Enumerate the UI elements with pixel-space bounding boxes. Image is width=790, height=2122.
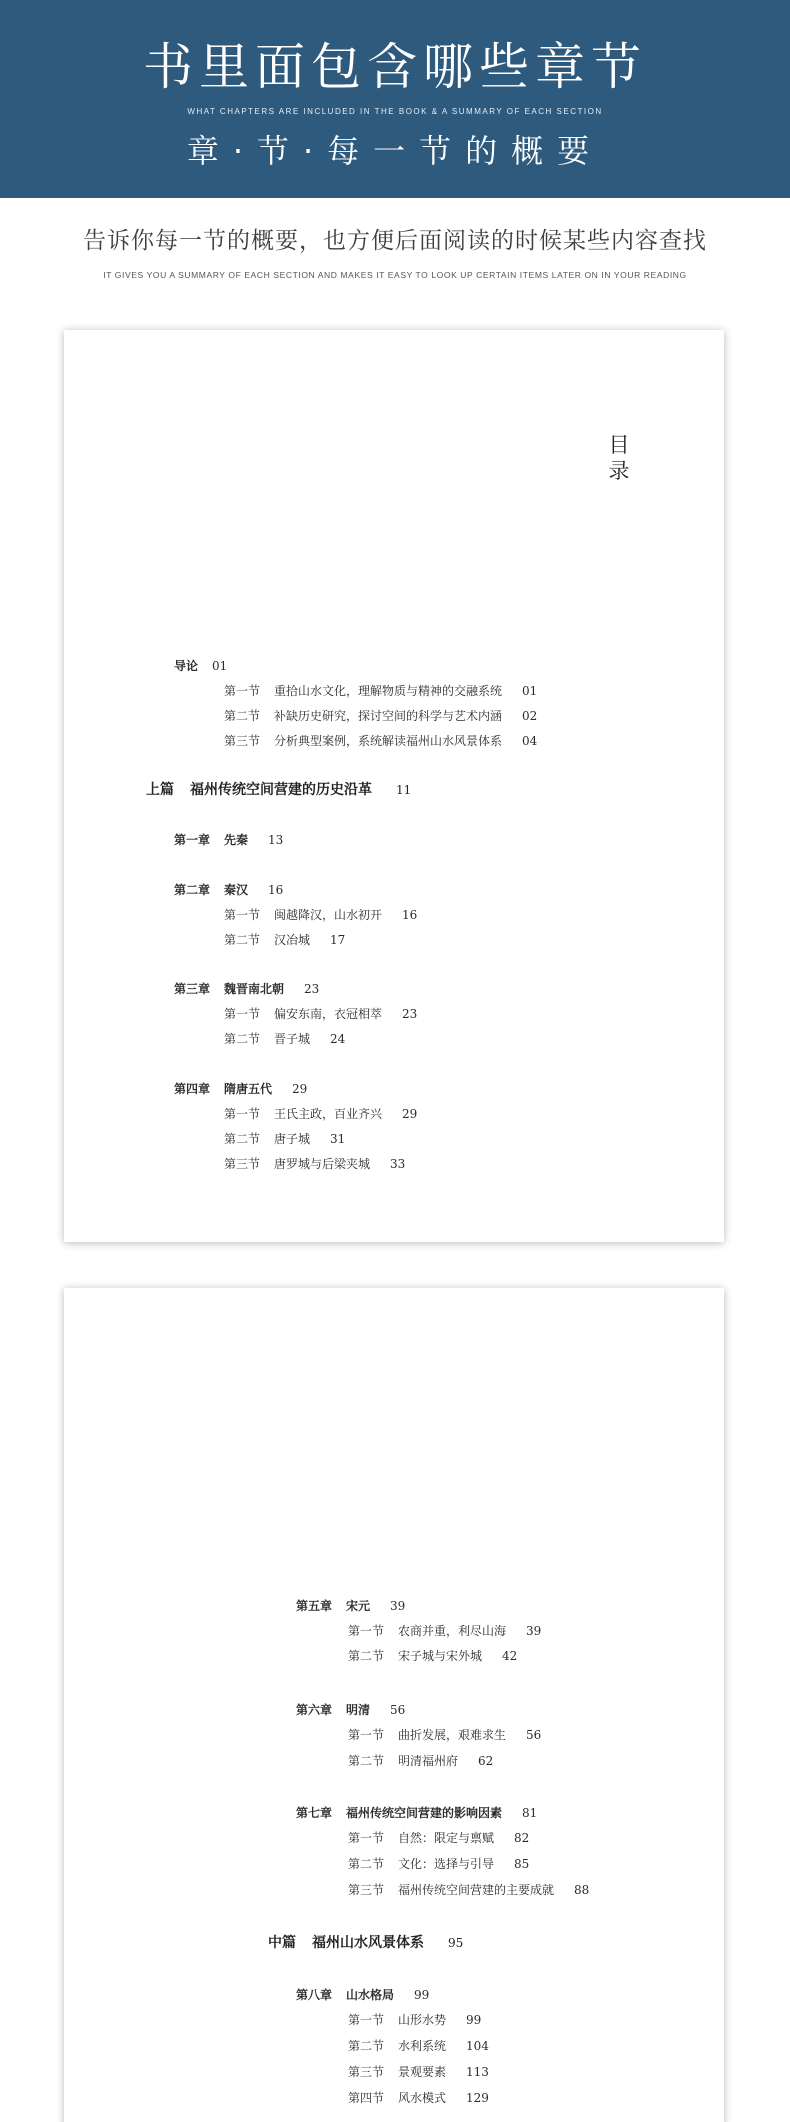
- toc-entry-title: 晋子城: [274, 1032, 311, 1046]
- toc-entry-label: 第二节: [348, 1857, 385, 1871]
- toc-entry-title: 分析典型案例，系统解读福州山水风景体系: [274, 734, 503, 748]
- toc-entry-page: 29: [292, 1082, 308, 1096]
- toc-entry-section: [348, 1727, 541, 1743]
- toc-entry-title: 魏晋南北朝: [224, 982, 285, 996]
- toc-entry-chapter: [174, 1081, 307, 1097]
- toc-entry-section: [348, 1623, 541, 1639]
- toc-heading: [604, 432, 634, 484]
- toc-entry-page: 29: [402, 1107, 418, 1121]
- toc-entry-section: [348, 2012, 481, 2028]
- toc-entry-chapter: [174, 832, 283, 848]
- toc-entry-page: 33: [390, 1157, 406, 1171]
- toc-entry-title: 明清: [346, 1703, 371, 1717]
- toc-entry-label: 第一节: [224, 1007, 261, 1021]
- toc-entry-label: 第一节: [348, 1624, 385, 1638]
- toc-entry-page: 13: [268, 833, 284, 847]
- toc-entry-page: 23: [304, 982, 320, 996]
- toc-entry-label: 第二节: [224, 1032, 261, 1046]
- toc-entry-label: 第一节: [224, 684, 261, 698]
- toc-entry-label: 第二章: [174, 883, 211, 897]
- toc-entry-label: 第一节: [348, 2013, 385, 2027]
- toc-entry-page: 82: [514, 1831, 530, 1845]
- toc-entry-part: [146, 782, 411, 798]
- toc-entry-title: 宋元: [346, 1599, 371, 1613]
- toc-entry-page: 17: [330, 933, 346, 947]
- toc-entry-page: 113: [466, 2065, 489, 2079]
- toc-entry-page: 04: [522, 734, 538, 748]
- toc-entry-title: 福州传统空间营建的影响因素: [346, 1806, 503, 1820]
- toc-entry-page: 95: [448, 1936, 464, 1950]
- toc-entry-title: 明清福州府: [398, 1754, 459, 1768]
- toc-entry-section: [224, 932, 345, 948]
- toc-entry-title: 自然：限定与禀赋: [398, 1831, 495, 1845]
- toc-entry-label: 第一节: [348, 1831, 385, 1845]
- toc-entry-page: 23: [402, 1007, 418, 1021]
- toc-entry-page: 56: [390, 1703, 406, 1717]
- toc-entry-section: [348, 2090, 489, 2106]
- toc-entry-label: 第三章: [174, 982, 211, 996]
- toc-entry-page: 81: [522, 1806, 538, 1820]
- banner-title: 书里面包含哪些章节: [143, 38, 647, 96]
- toc-entry-label: 第四节: [348, 2091, 385, 2105]
- toc-entry-label: 第二节: [348, 2039, 385, 2053]
- toc-entry-page: 39: [390, 1599, 406, 1613]
- toc-entry-title: 山形水势: [398, 2013, 447, 2027]
- toc-entry-title: 文化：选择与引导: [398, 1857, 495, 1871]
- toc-entry-title: 宋子城与宋外城: [398, 1649, 483, 1663]
- toc-entry-label: 第六章: [296, 1703, 333, 1717]
- toc-entry-label: 第二节: [348, 1754, 385, 1768]
- banner-subtitle-en: WHAT CHAPTERS ARE INCLUDED IN THE BOOK & A SUMMARY OF EACH SECTION: [187, 107, 603, 116]
- toc-entry-title: 风水模式: [398, 2091, 447, 2105]
- toc-entry-chapter: [296, 1805, 537, 1821]
- toc-entry-label: 导论: [174, 659, 199, 673]
- toc-entry-page: 01: [212, 659, 228, 673]
- toc-entry-page: 11: [396, 783, 412, 797]
- toc-entry-label: 中篇: [268, 1935, 296, 1951]
- toc-entry-chapter: [296, 1987, 429, 2003]
- toc-entry-page: 129: [466, 2091, 489, 2105]
- toc-heading-char: 录: [608, 459, 630, 483]
- toc-entry-label: 第一节: [224, 1107, 261, 1121]
- toc-entry-page: 02: [522, 709, 538, 723]
- toc-entry-label: 第三节: [224, 734, 261, 748]
- toc-entry-section: [224, 1006, 417, 1022]
- toc-entry-title: 闽越降汉，山水初开: [274, 908, 383, 922]
- toc-entry-chapter: [174, 882, 283, 898]
- toc-entry-page: 104: [466, 2039, 489, 2053]
- toc-entry-label: 第五章: [296, 1599, 333, 1613]
- toc-entry-title: 福州传统空间营建的历史沿革: [190, 782, 372, 798]
- toc-entry-title: 王氏主政，百业齐兴: [274, 1107, 383, 1121]
- toc-entry-chapter: [174, 981, 319, 997]
- toc-entry-label: 第三节: [348, 1883, 385, 1897]
- toc-entry-title: 唐罗城与后梁夹城: [274, 1157, 371, 1171]
- toc-entry-title: 先秦: [224, 833, 249, 847]
- toc-entry-section: [348, 2064, 489, 2080]
- toc-entry-section: [348, 1882, 589, 1898]
- toc-entry-title: 农商并重，利尽山海: [398, 1624, 507, 1638]
- toc-entry-label: 第三节: [224, 1157, 261, 1171]
- toc-heading-char: 目: [608, 433, 630, 457]
- toc-entry-page: 62: [478, 1754, 494, 1768]
- toc-entry-title: 补缺历史研究，探讨空间的科学与艺术内涵: [274, 709, 503, 723]
- toc-entry-section: [348, 1648, 517, 1664]
- toc-entry-label: 第四章: [174, 1082, 211, 1096]
- toc-entry-label: 第七章: [296, 1806, 333, 1820]
- toc-entry-page: 16: [402, 908, 418, 922]
- toc-entry-section: [224, 1156, 405, 1172]
- toc-entry-label: 第一节: [224, 908, 261, 922]
- toc-entry-page: 16: [268, 883, 284, 897]
- toc-entry-page: 39: [526, 1624, 542, 1638]
- toc-entry-label: 第二节: [348, 1649, 385, 1663]
- toc-entry-part: [268, 1935, 463, 1951]
- toc-entry-section: [224, 1131, 345, 1147]
- toc-entry-introduction: [174, 658, 227, 674]
- toc-entry-label: 第三节: [348, 2065, 385, 2079]
- toc-entry-title: 曲折发展，艰难求生: [398, 1728, 507, 1742]
- toc-entry-page: 85: [514, 1857, 530, 1871]
- toc-entry-label: 第二节: [224, 709, 261, 723]
- toc-entry-label: 第一章: [174, 833, 211, 847]
- toc-entry-title: 隋唐五代: [224, 1082, 273, 1096]
- toc-entry-label: 第二节: [224, 1132, 261, 1146]
- toc-entry-section: [348, 1753, 493, 1769]
- toc-entry-title: 唐子城: [274, 1132, 311, 1146]
- toc-entry-label: 上篇: [146, 782, 174, 798]
- toc-entry-page: 01: [522, 684, 538, 698]
- toc-entry-section: [224, 733, 537, 749]
- banner-subtitle-cn: 章·节·每一节的概要: [186, 132, 604, 170]
- toc-entry-label: 第二节: [224, 933, 261, 947]
- toc-entry-page: 99: [414, 1988, 430, 2002]
- toc-entry-page: 88: [574, 1883, 590, 1897]
- toc-entry-title: 水利系统: [398, 2039, 447, 2053]
- toc-entry-page: 99: [466, 2013, 482, 2027]
- toc-entry-page: 56: [526, 1728, 542, 1742]
- intro-text-cn: 告诉你每一节的概要，也方便后面阅读的时候某些内容查找: [83, 228, 707, 254]
- toc-entry-section: [224, 1031, 345, 1047]
- toc-entry-title: 景观要素: [398, 2065, 447, 2079]
- toc-entry-section: [348, 1830, 529, 1846]
- toc-entry-title: 福州山水风景体系: [312, 1935, 424, 1951]
- toc-entry-page: 24: [330, 1032, 346, 1046]
- toc-entry-title: 秦汉: [224, 883, 249, 897]
- toc-entry-title: 重拾山水文化，理解物质与精神的交融系统: [274, 684, 503, 698]
- toc-entry-section: [348, 2038, 489, 2054]
- toc-entry-section: [348, 1856, 529, 1872]
- toc-entry-title: 福州传统空间营建的主要成就: [398, 1883, 555, 1897]
- toc-entry-section: [224, 683, 537, 699]
- toc-entry-label: 第八章: [296, 1988, 333, 2002]
- toc-entry-page: 42: [502, 1649, 518, 1663]
- toc-entry-section: [224, 1106, 417, 1122]
- toc-entry-section: [224, 907, 417, 923]
- intro-text-en: IT GIVES YOU A SUMMARY OF EACH SECTION AND MAKES IT EASY TO LOOK UP CERTAIN ITEMS LATER ON IN YOUR READING: [103, 270, 687, 280]
- toc-entry-chapter: [296, 1598, 405, 1614]
- toc-entry-title: 山水格局: [346, 1988, 395, 2002]
- toc-entry-title: 汉冶城: [274, 933, 311, 947]
- toc-entry-page: 31: [330, 1132, 346, 1146]
- toc-entry-chapter: [296, 1702, 405, 1718]
- toc-entry-section: [224, 708, 537, 724]
- toc-entry-label: 第一节: [348, 1728, 385, 1742]
- toc-entry-title: 偏安东南，衣冠相萃: [274, 1007, 383, 1021]
- header-banner: [0, 0, 790, 198]
